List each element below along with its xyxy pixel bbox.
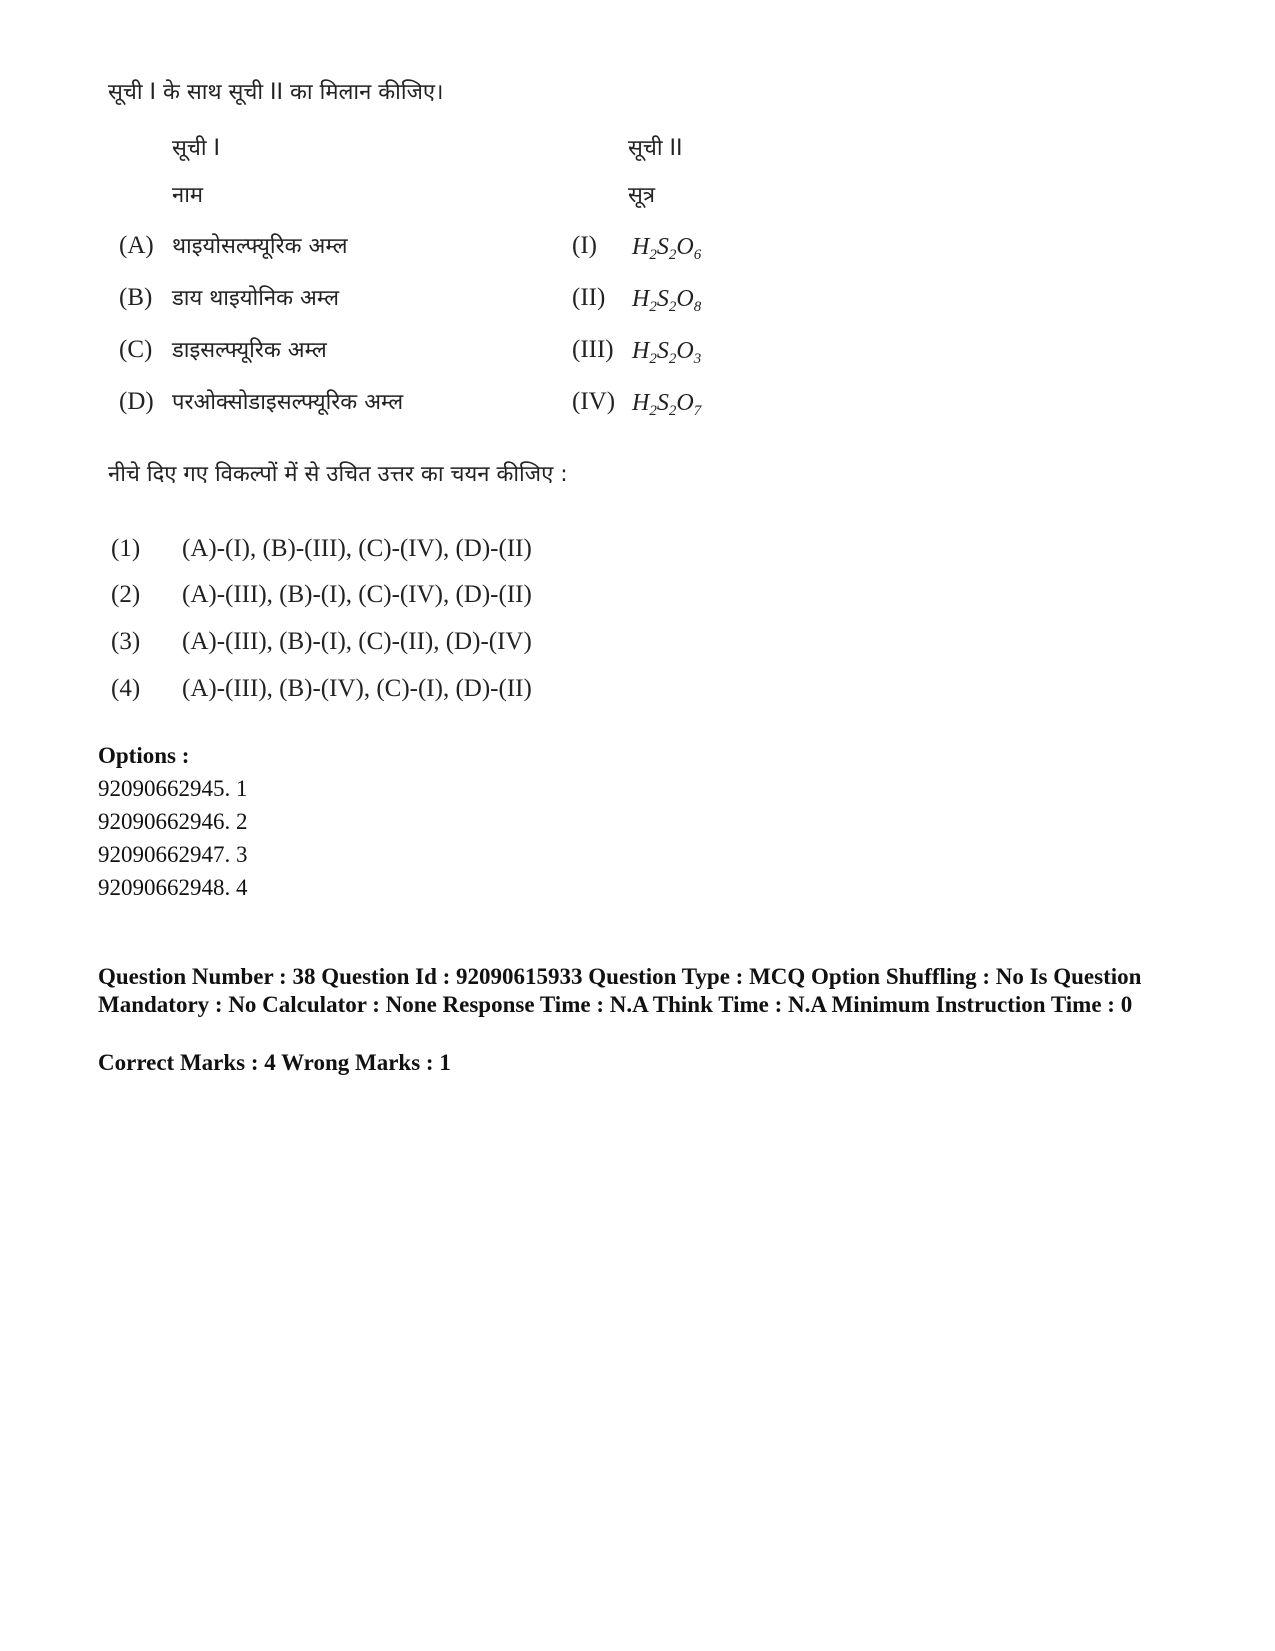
row-label: (A) bbox=[119, 232, 154, 259]
choice-number: (1) bbox=[111, 535, 141, 562]
roman-label: (III) bbox=[572, 336, 614, 363]
choice-text: (A)-(III), (B)-(I), (C)-(II), (D)-(IV) bbox=[182, 628, 532, 655]
chemical-formula: $H_2S_2O_6$ bbox=[632, 234, 702, 263]
list2-subheading: सूत्र bbox=[628, 183, 656, 208]
option-item: 92090662947. 3 bbox=[98, 842, 248, 867]
compound-name: डाइसल्फ्यूरिक अम्ल bbox=[172, 338, 327, 363]
chemical-formula: $H_2S_2O_7$ bbox=[632, 390, 702, 419]
option-item: 92090662945. 1 bbox=[98, 776, 248, 801]
row-label: (B) bbox=[119, 284, 153, 311]
list2-heading: सूची II bbox=[628, 136, 683, 161]
list1-heading: सूची I bbox=[172, 136, 221, 161]
compound-name: थाइयोसल्फ्यूरिक अम्ल bbox=[172, 234, 348, 259]
option-item: 92090662946. 2 bbox=[98, 809, 248, 834]
choice-number: (2) bbox=[111, 581, 141, 608]
match-instruction: सूची I के साथ सूची II का मिलान कीजिए। bbox=[108, 80, 444, 105]
roman-label: (II) bbox=[572, 284, 606, 311]
chemical-formula: $H_2S_2O_8$ bbox=[632, 286, 702, 315]
roman-label: (IV) bbox=[572, 388, 616, 415]
choose-prompt: नीचे दिए गए विकल्पों में से उचित उत्तर का चयन कीजिए : bbox=[108, 462, 568, 487]
marks-info: Correct Marks : 4 Wrong Marks : 1 bbox=[98, 1050, 451, 1075]
row-label: (C) bbox=[119, 336, 153, 363]
choice-text: (A)-(III), (B)-(I), (C)-(IV), (D)-(II) bbox=[182, 581, 532, 608]
compound-name: परओक्सोडाइसल्फ्यूरिक अम्ल bbox=[172, 390, 404, 415]
compound-name: डाय थाइयोनिक अम्ल bbox=[172, 286, 340, 311]
options-heading: Options : bbox=[98, 743, 190, 768]
chemical-formula: $H_2S_2O_3$ bbox=[632, 338, 702, 367]
row-label: (D) bbox=[119, 388, 154, 415]
list1-subheading: नाम bbox=[172, 183, 204, 208]
choice-text: (A)-(I), (B)-(III), (C)-(IV), (D)-(II) bbox=[182, 535, 532, 562]
choice-number: (3) bbox=[111, 628, 141, 655]
roman-label: (I) bbox=[572, 232, 597, 259]
choice-text: (A)-(III), (B)-(IV), (C)-(I), (D)-(II) bbox=[182, 675, 532, 702]
question-meta: Question Number : 38 Question Id : 92090615933 Question Type : MCQ Option Shuffling : No Is Question Mandatory : No Calculator : None Response Time : N.A Think Time : N.A Minimum Instruction Time : 0 bbox=[98, 964, 1142, 1017]
choice-number: (4) bbox=[111, 675, 141, 702]
option-item: 92090662948. 4 bbox=[98, 875, 248, 900]
